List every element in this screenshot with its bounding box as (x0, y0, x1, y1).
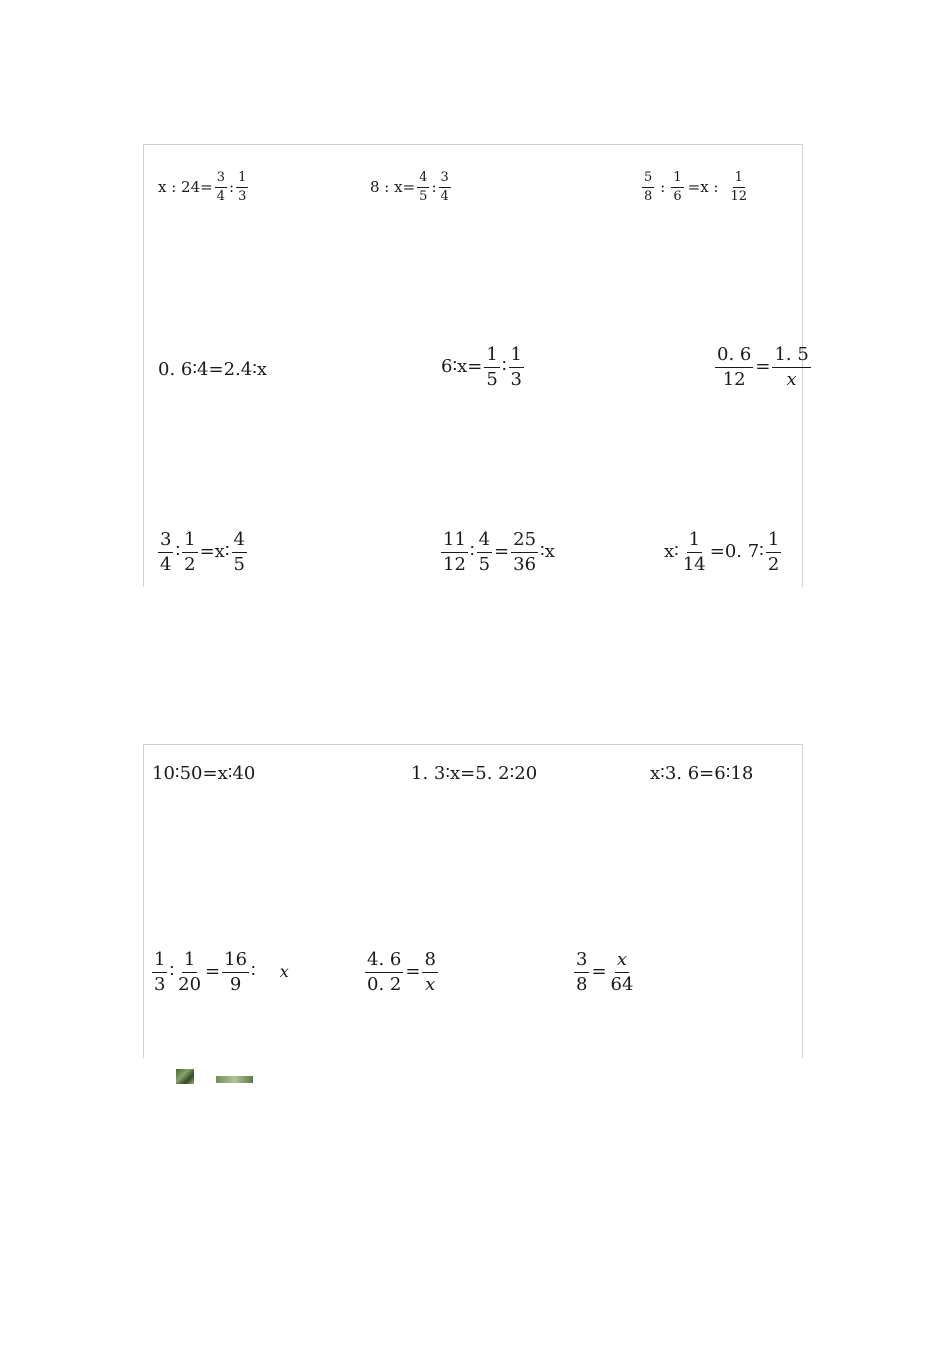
equation-2-2 (441, 345, 526, 390)
numerator: 1 (236, 171, 248, 188)
numerator: 1 (671, 171, 683, 188)
ratio-sign: : (431, 178, 437, 197)
equation-text: 1. 3∶x=5. 2∶20 (411, 763, 538, 784)
denominator: 20 (178, 973, 202, 995)
equation-3-3 (664, 530, 783, 575)
numerator: 25 (511, 530, 538, 553)
equation-text: 0. 6∶4=2.4∶x (158, 359, 268, 380)
numerator: 1 (182, 530, 197, 553)
numerator: 4 (417, 171, 429, 188)
fraction (484, 345, 499, 390)
equation-5-2 (363, 950, 440, 995)
denominator: 4 (160, 553, 172, 575)
denominator: 5 (233, 553, 245, 575)
fraction (766, 530, 781, 575)
ratio-sign: : (660, 178, 666, 197)
equals-sign: = (755, 356, 771, 378)
numerator: 5 (642, 171, 654, 188)
fraction (772, 345, 810, 390)
denominator: 8 (576, 973, 588, 995)
fraction (232, 530, 247, 575)
numerator: 1 (152, 950, 167, 973)
fraction (642, 171, 654, 205)
denominator: 5 (419, 189, 428, 205)
equation-3-1 (156, 530, 249, 575)
equation-4-1 (152, 765, 255, 783)
equation-text: 10∶50=x∶40 (152, 763, 256, 784)
denominator: 0. 2 (367, 973, 402, 995)
numerator: 3 (158, 530, 173, 553)
numerator: 16 (222, 950, 249, 973)
fraction (422, 950, 437, 995)
fraction (176, 950, 203, 995)
equation-text: x∶ (664, 541, 679, 563)
denominator: 64 (610, 973, 634, 995)
fraction (365, 950, 403, 995)
equation-text: x : 24= (158, 178, 213, 197)
denominator: 3 (510, 368, 522, 390)
denominator: 9 (229, 973, 242, 995)
denominator: 14 (682, 553, 706, 575)
equation-4-3 (650, 765, 753, 783)
denominator: 2 (767, 553, 780, 575)
denominator: 3 (154, 973, 166, 995)
denominator: 12 (730, 189, 748, 205)
variable-x: x (279, 962, 289, 982)
equation-text: =0. 7∶ (709, 541, 764, 563)
denominator: 5 (486, 368, 498, 390)
fraction (715, 345, 753, 390)
fraction (439, 171, 451, 205)
numerator: 3 (439, 171, 451, 188)
numerator: 1 (733, 171, 745, 188)
numerator: 1 (687, 530, 702, 553)
worksheet-panel-2 (143, 744, 803, 1058)
equation-5-3 (572, 950, 637, 995)
equation-text: =x∶ (199, 541, 230, 563)
fraction (182, 530, 197, 575)
numerator: 1 (484, 345, 499, 368)
fraction (158, 530, 173, 575)
equals-sign: = (591, 961, 607, 983)
ratio-sign: ∶ (251, 961, 256, 983)
equation-4-2 (411, 765, 537, 783)
numerator: 8 (422, 950, 437, 973)
ratio-sign: ∶ (501, 356, 507, 378)
equation-text: 6∶x= (441, 356, 483, 378)
denominator: 12 (443, 553, 466, 575)
denominator: 2 (184, 553, 196, 575)
denominator: 5 (478, 553, 491, 575)
fraction (681, 530, 708, 575)
numerator: 0. 6 (715, 345, 753, 368)
fraction (417, 171, 429, 205)
equals-sign: = (494, 541, 510, 563)
equation-1-2 (370, 171, 453, 205)
fraction (609, 950, 636, 995)
fraction (728, 171, 749, 205)
ratio-sign: ∶ (469, 541, 475, 563)
equation-2-1 (158, 361, 267, 379)
fraction (222, 950, 249, 995)
numerator: 1 (766, 530, 781, 553)
fraction (477, 530, 492, 575)
equation-2-3 (713, 345, 813, 390)
numerator: x (615, 950, 629, 973)
ratio-sign: ∶ (175, 541, 181, 563)
numerator: 11 (441, 530, 468, 553)
thumbnail-image (176, 1069, 194, 1084)
denominator: 4 (216, 189, 225, 205)
equation-3-2 (439, 530, 555, 575)
equation-text: ∶x (540, 541, 555, 563)
equation-text: =x : (687, 178, 719, 197)
numerator: 4 (232, 530, 247, 553)
denominator: 3 (238, 189, 247, 205)
numerator: 3 (215, 171, 227, 188)
numerator: 1 (182, 950, 197, 973)
fraction (236, 171, 248, 205)
equals-sign: = (205, 961, 221, 983)
thumbnail-image (216, 1076, 253, 1083)
denominator: x (425, 973, 436, 995)
numerator: 4. 6 (365, 950, 403, 973)
equation-text: 8 : x= (370, 178, 416, 197)
fraction (511, 530, 538, 575)
ratio-sign: : (229, 178, 235, 197)
numerator: 4 (477, 530, 492, 553)
denominator: 6 (673, 189, 682, 205)
ratio-sign: ∶ (169, 961, 175, 983)
equals-sign: = (405, 961, 421, 983)
fraction (671, 171, 683, 205)
fraction (215, 171, 227, 205)
equation-1-3 (640, 171, 751, 205)
equation-1-1 (158, 171, 250, 205)
equation-5-1 (150, 950, 289, 995)
numerator: 1 (509, 345, 524, 368)
denominator: 8 (644, 189, 653, 205)
worksheet-panel-1 (143, 144, 809, 587)
denominator: 12 (722, 368, 746, 390)
fraction (152, 950, 167, 995)
denominator: 36 (513, 553, 537, 575)
denominator: x (786, 368, 797, 390)
fraction (509, 345, 524, 390)
numerator: 1. 5 (772, 345, 810, 368)
fraction (574, 950, 589, 995)
equation-text: x∶3. 6=6∶18 (650, 763, 754, 784)
denominator: 4 (440, 189, 449, 205)
numerator: 3 (574, 950, 589, 973)
fraction (441, 530, 468, 575)
